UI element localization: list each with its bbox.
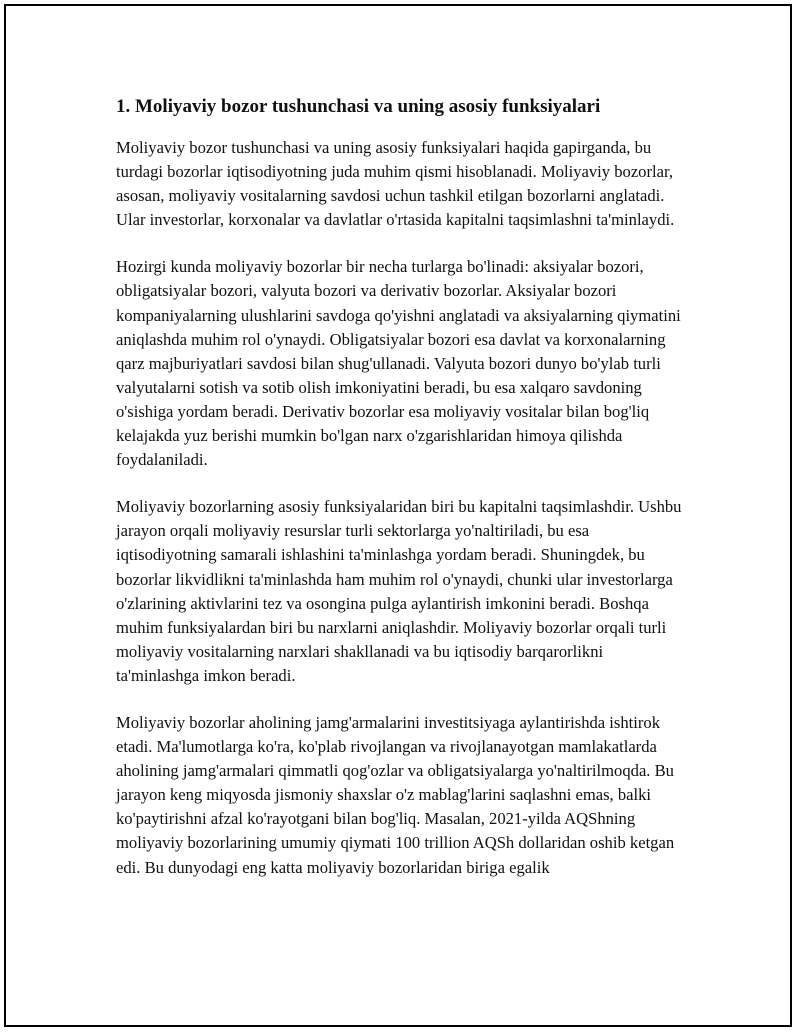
- paragraph: Moliyaviy bozorlarning asosiy funksiyalaridan biri bu kapitalni taqsimlashdir. Ushbu jarayon orqali moliyaviy resurslar turli sektorlarga yo'naltiriladi, bu esa iqtisodiyotning samarali ishlashini ta'minlashga yordam beradi. Shuningdek, bu bozorlar likvidlikni ta'minlashda ham muhim rol o'ynaydi, chunki ular investorlarga o'zlarining aktivlarini tez va osongina pulga aylantirish imkonini beradi. Boshqa muhim funksiyalardan biri bu narxlarni aniqlashdir. Moliyaviy bozorlar orqali turli moliyaviy vositalarning narxlari shakllanadi va bu iqtisodiy barqarorlikni ta'minlashga imkon beradi.: [116, 497, 682, 685]
- section-heading: 1. Moliyaviy bozor tushunchasi va uning asosiy funksiyalari: [116, 96, 601, 117]
- document-content: [116, 94, 688, 903]
- paragraph: Hozirgi kunda moliyaviy bozorlar bir necha turlarga bo'linadi: aksiyalar bozori, obligatsiyalar bozori, valyuta bozori va derivativ bozorlar. Aksiyalar bozori kompaniyalarning ulushlarini savdoga qo'yishni anglatadi va aksiyalarning qiymatini aniqlashda muhim rol o'ynaydi. Obligatsiyalar bozori esa davlat va korxonalarning qarz majburiyatlari savdosi bilan shug'ullanadi. Valyuta bozori dunyo bo'ylab turli valyutalarni sotish va sotib olish imkoniyatini beradi, bu esa xalqaro savdoning o'sishiga yordam beradi. Derivativ bozorlar esa moliyaviy vositalar bilan bog'liq kelajakda yuz berishi mumkin bo'lgan narx o'zgarishlaridan himoya qilishda foydalaniladi.: [116, 257, 681, 470]
- paragraph: Moliyaviy bozor tushunchasi va uning asosiy funksiyalari haqida gapirganda, bu turdagi bozorlar iqtisodiyotning juda muhim qismi hisoblanadi. Moliyaviy bozorlar, asosan, moliyaviy vositalarning savdosi uchun tashkil etilgan bozorlarni anglatadi. Ular investorlar, korxonalar va davlatlar o'rtasida kapitalni taqsimlashni ta'minlaydi.: [116, 138, 675, 230]
- paragraph: Moliyaviy bozorlar aholining jamg'armalarini investitsiyaga aylantirishda ishtirok etadi. Ma'lumotlarga ko'ra, ko'plab rivojlangan va rivojlanayotgan mamlakatlarda aholining jamg'armalari qimmatli qog'ozlar va obligatsiyalarga yo'naltirilmoqda. Bu jarayon keng miqyosda jismoniy shaxslar o'z mablag'larini saqlashni emas, balki ko'paytirishni afzal ko'rayotgani bilan bog'liq. Masalan, 2021-yilda AQShning moliyaviy bozorlarining umumiy qiymati 100 trillion AQSh dollaridan oshib ketgan edi. Bu dunyodagi eng katta moliyaviy bozorlaridan biriga egalik: [116, 712, 675, 877]
